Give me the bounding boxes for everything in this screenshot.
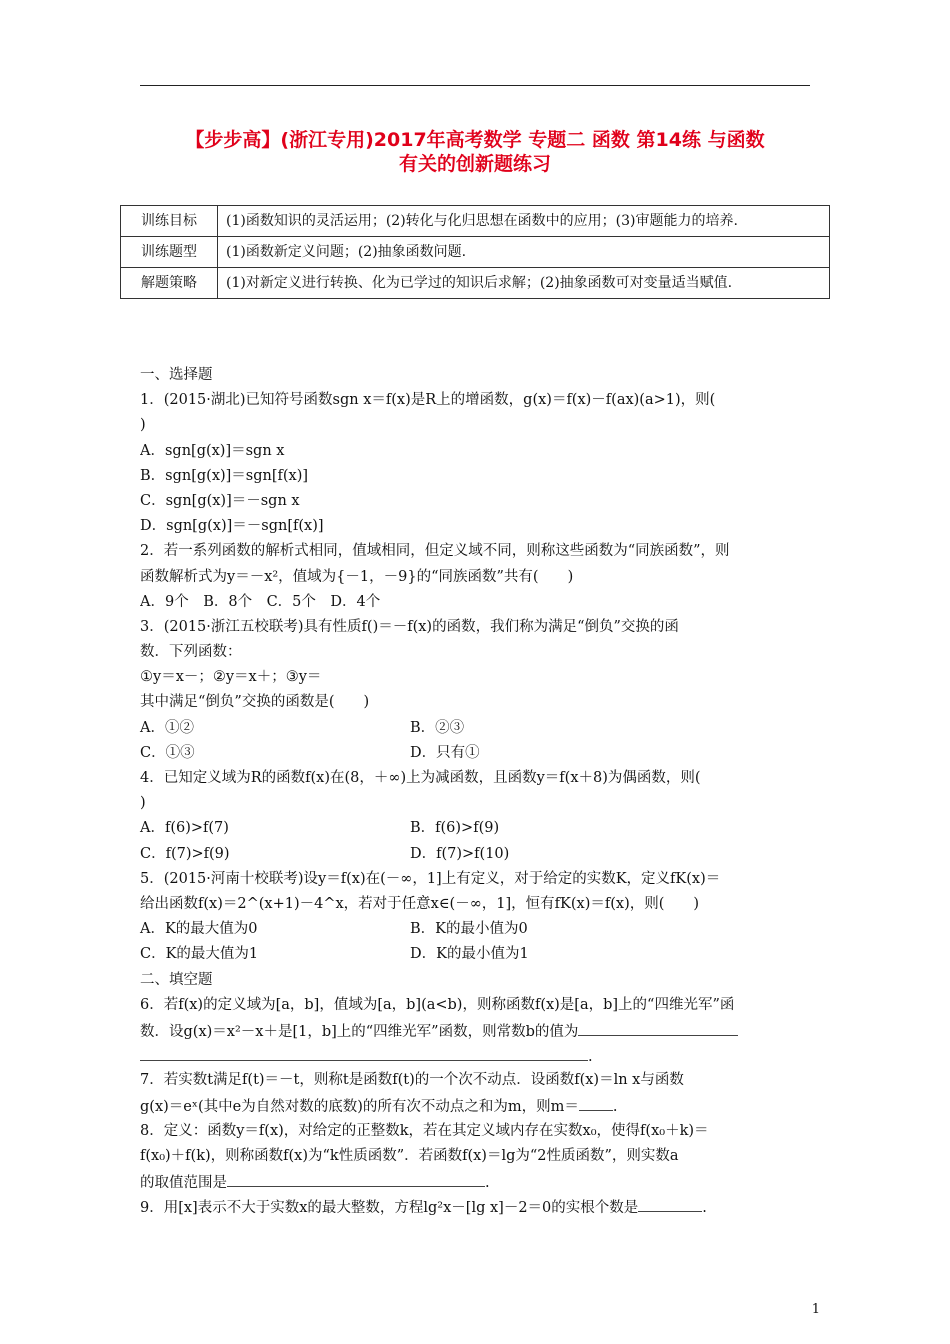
question-3-stem-3: 其中满足“倒负”交换的函数是( ) xyxy=(140,694,370,711)
table-text-type: (1)函数新定义问题；(2)抽象函数问题. xyxy=(218,237,830,268)
question-7-line-1: 7．若实数t满足f(t)＝－t，则称t是函数f(t)的一个次不动点．设函数f(x)＝ln x与函数 xyxy=(140,1072,684,1089)
answer-blank[interactable] xyxy=(578,1018,738,1036)
question-6-line-2 xyxy=(140,1018,812,1043)
question-3-option-a: A．①② xyxy=(140,719,194,736)
question-8-line-1: 8．定义：函数y＝f(x)，对给定的正整数k，若在其定义域内存在实数x₀，使得f(x₀＋k)＝ xyxy=(140,1122,709,1139)
question-1-stem-end: ) xyxy=(140,417,146,434)
question-1-option-a: A．sgn[g(x)]＝sgn x xyxy=(140,442,285,459)
question-1-stem: 1．(2015·湖北)已知符号函数sgn x＝f(x)是R上的增函数，g(x)＝f(x)－f(ax)(a>1)，则( xyxy=(140,392,716,409)
question-2-stem: 2．若一系列函数的解析式相同，值域相同，但定义域不同，则称这些函数为“同族函数”，则 xyxy=(140,543,730,560)
question-4-stem: 4．已知定义域为R的函数f(x)在(8，＋∞)上为减函数，且函数y＝f(x＋8)为偶函数，则( xyxy=(140,770,701,786)
question-1-option-d: D．sgn[g(x)]＝－sgn[f(x)] xyxy=(140,518,324,535)
answer-blank[interactable] xyxy=(579,1093,613,1111)
table-text-goal: (1)函数知识的灵活运用；(2)转化与化归思想在函数中的应用；(3)审题能力的培养. xyxy=(218,206,830,237)
question-8-end: . xyxy=(485,1175,490,1191)
question-3-option-b: B．②③ xyxy=(410,719,465,736)
question-5-stem: 5．(2015·河南十校联考)设y＝f(x)在(－∞，1]上有定义，对于给定的实数K，定义fK(x)＝ xyxy=(140,870,721,887)
header-rule xyxy=(140,85,810,86)
table-text-strategy: (1)对新定义进行转换、化为已学过的知识后求解；(2)抽象函数可对变量适当赋值. xyxy=(218,268,830,299)
question-5-option-a: A．K的最大值为0 xyxy=(140,921,258,938)
question-3-option-d: D．只有① xyxy=(410,744,480,761)
question-5-option-d: D．K的最小值为1 xyxy=(410,946,529,963)
table-row xyxy=(121,237,830,268)
question-7-end: . xyxy=(612,1099,618,1116)
question-4-option-b: B．f(6)>f(9) xyxy=(410,820,500,837)
title-line-2: 有关的创新题练习 xyxy=(398,153,551,175)
question-8-line-2: f(x₀)＋f(k)，则称函数f(x)为“k性质函数”．若函数f(x)＝lg为“2性质函数”，则实数a xyxy=(140,1147,679,1164)
question-5-option-c: C．K的最大值为1 xyxy=(140,946,259,963)
question-5-options-row-1 xyxy=(140,917,812,942)
document-title xyxy=(120,128,830,176)
training-info-table xyxy=(120,205,830,299)
answer-blank[interactable] xyxy=(227,1169,485,1187)
question-9-end: . xyxy=(702,1200,707,1217)
question-3-stem-2: 数．下列函数： xyxy=(140,644,242,661)
question-6-line-1: 6．若f(x)的定义域为[a，b]，值域为[a，b](a<b)，则称函数f(x)是[a，b]上的“四维光军”函 xyxy=(140,996,735,1013)
question-5-option-b: B．K的最小值为0 xyxy=(410,921,528,938)
answer-blank-continued[interactable] xyxy=(140,1043,588,1061)
question-4-options-row-2 xyxy=(140,842,812,867)
question-2-options: A．9个 B．8个 C．5个 D．4个 xyxy=(140,593,381,610)
question-3-stem: 3．(2015·浙江五校联考)具有性质f()＝－f(x)的函数，我们称为满足“倒负”交换的函 xyxy=(140,618,679,635)
question-7-line-2 xyxy=(140,1093,812,1118)
question-1-option-b: B．sgn[g(x)]＝sgn[f(x)] xyxy=(140,467,309,484)
question-3-options-row-1 xyxy=(140,716,812,741)
exercise-content xyxy=(140,363,812,1219)
question-4-option-d: D．f(7)>f(10) xyxy=(410,845,510,862)
question-9-text: 9．用[x]表示不大于实数x的最大整数，方程lg²x－[lg x]－2＝0的实根个数是 xyxy=(140,1200,639,1217)
question-3-option-c: C．①③ xyxy=(140,744,195,761)
question-6-line-3 xyxy=(140,1043,812,1068)
question-4-option-a: A．f(6)>f(7) xyxy=(140,820,229,837)
question-6-text: 数．设g(x)＝x²－x＋是[1，b]上的“四维光军”函数，则常数b的值为 xyxy=(140,1023,579,1040)
question-3-options-row-2 xyxy=(140,741,812,766)
question-6-end: . xyxy=(588,1049,593,1066)
question-4-option-c: C．f(7)>f(9) xyxy=(140,845,230,862)
table-label-goal: 训练目标 xyxy=(121,206,218,237)
section-heading-fill: 二、填空题 xyxy=(140,971,213,988)
question-3-functions: ①y＝x－；②y＝x＋；③y＝ xyxy=(140,669,322,686)
question-7-text: g(x)＝eˣ(其中e为自然对数的底数)的所有次不动点之和为m，则m＝ xyxy=(140,1099,579,1116)
question-8-line-3 xyxy=(140,1169,812,1194)
question-1-option-c: C．sgn[g(x)]＝－sgn x xyxy=(140,492,300,509)
question-4-options-row-1 xyxy=(140,816,812,841)
question-5-stem-2: 给出函数f(x)＝2^(x+1)－4^x，若对于任意x∈(－∞，1]，恒有fK(x)＝f(x)，则( ) xyxy=(140,895,700,912)
table-label-strategy: 解题策略 xyxy=(121,268,218,299)
question-9-line-1 xyxy=(140,1194,812,1219)
question-5-options-row-2 xyxy=(140,942,812,967)
page-number: 1 xyxy=(811,1302,820,1317)
question-4-stem-end: ) xyxy=(140,795,146,812)
table-label-type: 训练题型 xyxy=(121,237,218,268)
answer-blank[interactable] xyxy=(638,1194,702,1212)
title-line-1: 【步步高】(浙江专用)2017年高考数学 专题二 函数 第14练 与函数 xyxy=(185,129,765,151)
table-row xyxy=(121,268,830,299)
question-8-text: 的取值范围是 xyxy=(140,1175,227,1191)
question-2-stem-2: 函数解析式为y＝－x²，值域为{－1，－9}的“同族函数”共有( ) xyxy=(140,568,574,585)
table-row xyxy=(121,206,830,237)
section-heading-choice: 一、选择题 xyxy=(140,367,213,383)
